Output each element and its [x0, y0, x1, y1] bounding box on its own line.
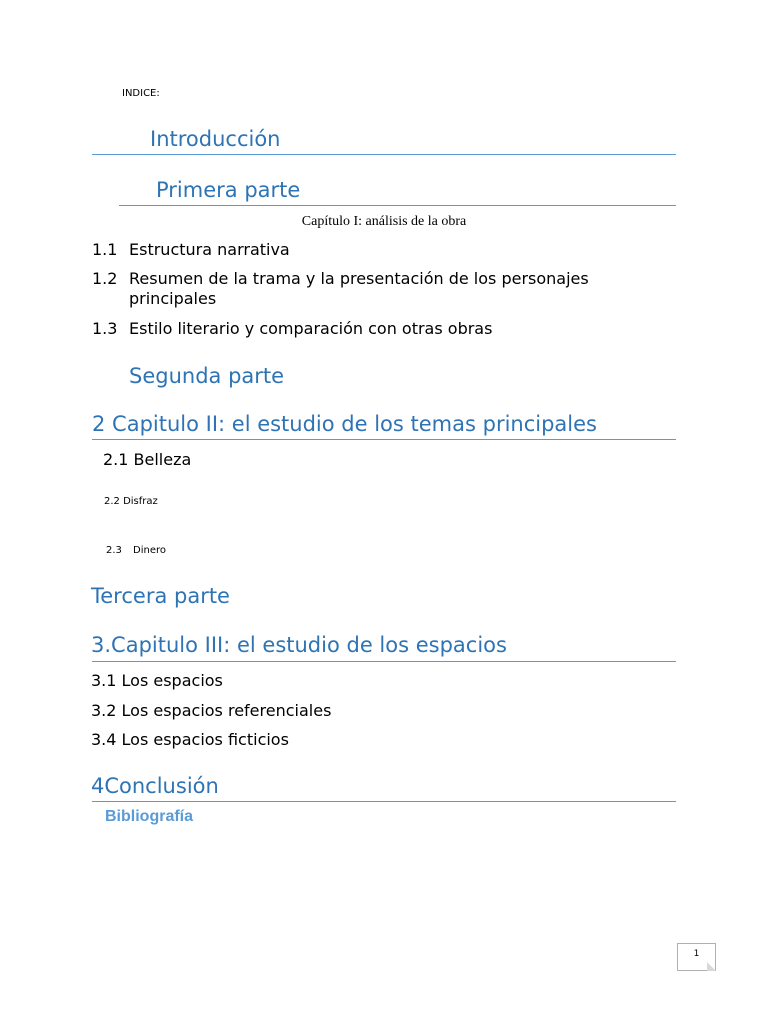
toc-item-number: 1.2	[92, 269, 118, 288]
toc-item-number: 1.1	[92, 240, 118, 259]
toc-bibliografia: Bibliografía	[105, 808, 194, 825]
toc-item-label-continued: principales	[129, 289, 217, 308]
toc-item-belleza: 2.1 Belleza	[103, 450, 192, 469]
heading-underline	[119, 205, 676, 206]
page-corner-fold-icon	[707, 962, 716, 971]
heading-underline	[92, 154, 676, 155]
toc-item-number: 1.3	[92, 319, 118, 338]
page-number: 1	[693, 949, 700, 959]
toc-introduccion: Introducción	[150, 127, 281, 151]
toc-capitulo-3: 3.Capitulo III: el estudio de los espacios	[91, 633, 507, 657]
toc-item-espacios-referenciales: 3.2 Los espacios referenciales	[91, 701, 332, 720]
toc-item-disfraz: 2.2 Disfraz	[104, 496, 158, 507]
toc-capitulo-2: 2 Capitulo II: el estudio de los temas principales	[92, 412, 597, 436]
toc-item-los-espacios: 3.1 Los espacios	[91, 671, 223, 690]
toc-capitulo-1: Capítulo I: análisis de la obra	[301, 214, 467, 229]
toc-item-dinero: Dinero	[133, 545, 166, 556]
toc-segunda-parte: Segunda parte	[129, 364, 285, 388]
toc-item-label: Resumen de la trama y la presentación de los personajes	[129, 269, 589, 288]
heading-underline	[92, 661, 676, 662]
toc-conclusion: 4Conclusión	[91, 774, 219, 798]
toc-primera-parte: Primera parte	[156, 178, 301, 202]
toc-item-espacios-ficticios: 3.4 Los espacios ficticios	[91, 730, 289, 749]
heading-underline	[92, 439, 676, 440]
page-number-box	[677, 943, 716, 971]
toc-item-label: Estilo literario y comparación con otras obras	[129, 319, 493, 338]
toc-item-number: 2.3	[106, 545, 122, 556]
toc-heading: INDICE:	[122, 88, 160, 99]
heading-underline	[92, 801, 676, 802]
toc-item-label: Estructura narrativa	[129, 240, 290, 259]
toc-tercera-parte: Tercera parte	[91, 584, 230, 608]
